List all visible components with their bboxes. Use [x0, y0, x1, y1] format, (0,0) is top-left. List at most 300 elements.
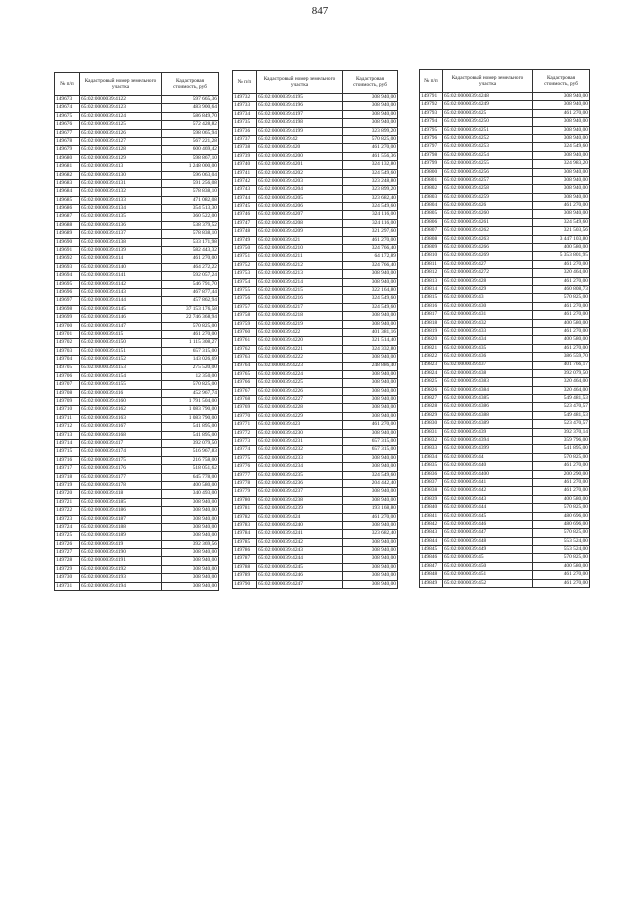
cadastral-value: 546 791,70	[162, 280, 219, 288]
cadastral-number: 65:02:0000039:423	[257, 421, 343, 429]
cadastral-number: 65:02:0000039:4195	[257, 94, 343, 102]
row-number: 149691	[55, 247, 80, 255]
cadastral-value: 598 065,94	[162, 129, 219, 137]
row-number: 149749	[233, 236, 257, 244]
cadastral-number: 65:02:0000039:428	[443, 277, 533, 285]
table-row	[55, 179, 219, 187]
table-row	[55, 465, 219, 473]
cadastral-value: 324 549,60	[343, 169, 398, 177]
cadastral-value: 570 825,00	[533, 453, 590, 461]
cadastral-value: 248 886,40	[343, 362, 398, 370]
table-row	[420, 512, 590, 520]
cadastral-value: 323 682,40	[343, 194, 398, 202]
cadastral-number: 65:02:0000039:4235	[257, 471, 343, 479]
row-number: 149798	[420, 151, 443, 159]
cadastral-value: 323 248,80	[343, 177, 398, 185]
row-number: 149807	[420, 227, 443, 235]
table-row	[55, 255, 219, 263]
table-row	[420, 109, 590, 117]
table-row	[55, 557, 219, 565]
row-number: 149825	[420, 378, 443, 386]
table-row	[420, 353, 590, 361]
table-row	[420, 520, 590, 528]
cadastral-number: 65:02:0000039:452	[443, 579, 533, 587]
cadastral-number: 65:02:0000039:4145	[80, 305, 162, 313]
table-row	[233, 253, 398, 261]
row-number: 149707	[55, 381, 80, 389]
table-row	[420, 336, 590, 344]
table-row	[55, 137, 219, 145]
row-number: 149783	[233, 521, 257, 529]
table-row	[233, 211, 398, 219]
table-row	[420, 504, 590, 512]
cadastral-value: 324 549,60	[343, 303, 398, 311]
table-row	[55, 473, 219, 481]
table-row	[420, 302, 590, 310]
table-row	[55, 263, 219, 271]
cadastral-number: 65:02:0000039:436	[443, 353, 533, 361]
cadastral-value: 460 808,73	[533, 285, 590, 293]
cadastral-number: 65:02:0000039:4144	[80, 297, 162, 305]
cadastral-number: 65:02:0000039:4210	[257, 245, 343, 253]
row-number: 149700	[55, 322, 80, 330]
cadastral-number: 65:02:0000039:4160	[80, 398, 162, 406]
cadastral-value: 570 825,00	[162, 322, 219, 330]
cadastral-value: 320 464,00	[533, 386, 590, 394]
cadastral-value: 308 940,00	[533, 93, 590, 101]
row-number: 149815	[420, 294, 443, 302]
row-number: 149846	[420, 554, 443, 562]
row-number: 149777	[233, 471, 257, 479]
cadastral-number: 65:02:0000039:4225	[257, 379, 343, 387]
table-row	[420, 143, 590, 151]
table-row	[55, 121, 219, 129]
row-number: 149674	[55, 104, 80, 112]
row-number: 149833	[420, 445, 443, 453]
row-number: 149818	[420, 319, 443, 327]
row-number: 149730	[55, 574, 80, 582]
cadastral-number: 65:02:0000039:4198	[257, 119, 343, 127]
table-row	[55, 112, 219, 120]
table-row	[233, 161, 398, 169]
table-row	[233, 295, 398, 303]
cadastral-number: 65:02:0000039:4203	[257, 177, 343, 185]
table-row	[420, 227, 590, 235]
cadastral-value: 200 290,00	[533, 470, 590, 478]
table-row	[55, 146, 219, 154]
cadastral-number: 65:02:0000039:414	[80, 255, 162, 263]
row-number: 149831	[420, 428, 443, 436]
cadastral-number: 65:02:0000039:4224	[257, 370, 343, 378]
table-row	[233, 572, 398, 580]
cadastral-number: 65:02:0000039:4133	[80, 196, 162, 204]
row-number: 149733	[233, 102, 257, 110]
row-number: 149810	[420, 252, 443, 260]
table-row	[55, 565, 219, 573]
cadastral-value: 392 079,50	[162, 440, 219, 448]
cadastral-number: 65:02:0000039:4221	[257, 345, 343, 353]
table-row	[420, 319, 590, 327]
cadastral-value: 308 940,00	[162, 565, 219, 573]
cadastral-value: 324 549,60	[533, 218, 590, 226]
cadastral-number: 65:02:0000039:438	[443, 369, 533, 377]
cadastral-number: 65:02:0000039:4202	[257, 169, 343, 177]
table-row	[233, 135, 398, 143]
cadastral-number: 65:02:0000039:4193	[80, 574, 162, 582]
cadastral-value: 308 940,00	[343, 354, 398, 362]
row-number: 149820	[420, 336, 443, 344]
cadastral-value: 461 270,00	[533, 109, 590, 117]
row-number: 149835	[420, 462, 443, 470]
row-number: 149784	[233, 530, 257, 538]
cadastral-value: 323 682,40	[343, 530, 398, 538]
cadastral-number: 65:02:0000039:4214	[257, 278, 343, 286]
cadastral-number: 65:02:0000039:4204	[257, 186, 343, 194]
cadastral-value: 400 580,00	[533, 495, 590, 503]
cadastral-number: 65:02:0000039:4130	[80, 171, 162, 179]
table-row	[233, 538, 398, 546]
table-row	[233, 454, 398, 462]
table-row	[420, 529, 590, 537]
cadastral-number: 65:02:0000039:4242	[257, 538, 343, 546]
table-row	[233, 362, 398, 370]
table-row	[55, 431, 219, 439]
row-number: 149844	[420, 537, 443, 545]
cadastral-value: 461 270,00	[162, 255, 219, 263]
table-row	[420, 160, 590, 168]
cadastral-value: 323 899,20	[343, 127, 398, 135]
row-number: 149811	[420, 260, 443, 268]
row-number: 149795	[420, 126, 443, 134]
cadastral-number: 65:02:0000039:4384	[443, 386, 533, 394]
cadastral-number: 65:02:0000039:4240	[257, 521, 343, 529]
cadastral-value: 598 867,10	[162, 154, 219, 162]
table-row	[420, 151, 590, 159]
cadastral-value: 657 315,00	[162, 347, 219, 355]
cadastral-number: 65:02:0000039:4249	[443, 101, 533, 109]
cadastral-number: 65:02:0000039:4139	[80, 247, 162, 255]
cadastral-number: 65:02:0000039:433	[443, 327, 533, 335]
cadastral-number: 65:02:0000039:4248	[443, 93, 533, 101]
cadastral-value: 645 778,00	[162, 473, 219, 481]
cadastral-value: 461 270,00	[343, 421, 398, 429]
cadastral-number: 65:02:0000039:44	[443, 453, 533, 461]
table-row	[420, 294, 590, 302]
cadastral-number: 65:02:0000039:4250	[443, 118, 533, 126]
table-row	[233, 110, 398, 118]
cadastral-number: 65:02:0000039:446	[443, 520, 533, 528]
cadastral-number: 65:02:0000039:4125	[80, 121, 162, 129]
cadastral-value: 570 825,00	[533, 504, 590, 512]
table-row	[55, 498, 219, 506]
table-row	[420, 361, 590, 369]
cadastral-value: 392 369,56	[162, 540, 219, 548]
row-number: 149849	[420, 579, 443, 587]
cadastral-value: 324 549,60	[533, 143, 590, 151]
row-number: 149797	[420, 143, 443, 151]
cadastral-value: 204 442,40	[343, 479, 398, 487]
row-number: 149764	[233, 362, 257, 370]
cadastral-value: 308 940,00	[343, 563, 398, 571]
cadastral-number: 65:02:0000039:417	[80, 440, 162, 448]
table-row	[420, 554, 590, 562]
cadastral-number: 65:02:0000039:437	[443, 361, 533, 369]
cadastral-value: 308 940,00	[162, 582, 219, 590]
cadastral-value: 516 967,83	[162, 448, 219, 456]
cadastral-value: 308 940,00	[162, 549, 219, 557]
table-row	[55, 372, 219, 380]
cadastral-number: 65:02:0000039:450	[443, 562, 533, 570]
cadastral-number: 65:02:0000039:43	[443, 294, 533, 302]
row-number: 149737	[233, 135, 257, 143]
table-row	[420, 101, 590, 109]
table-row	[55, 364, 219, 372]
cadastral-number: 65:02:0000039:4140	[80, 263, 162, 271]
row-number: 149767	[233, 387, 257, 395]
cadastral-value: 308 940,00	[343, 110, 398, 118]
row-number: 149793	[420, 109, 443, 117]
cadastral-value: 1 791 504,00	[162, 398, 219, 406]
table-row	[233, 177, 398, 185]
cadastral-value: 322 164,80	[343, 286, 398, 294]
cadastral-number: 65:02:0000039:4208	[257, 219, 343, 227]
cadastral-value: 400 580,00	[162, 481, 219, 489]
cadastral-number: 65:02:0000039:4177	[80, 473, 162, 481]
cadastral-number: 65:02:0000039:434	[443, 336, 533, 344]
row-number: 149688	[55, 221, 80, 229]
table-row	[55, 381, 219, 389]
cadastral-value: 37 153 176,58	[162, 305, 219, 313]
table-row	[233, 555, 398, 563]
cadastral-value: 324 132,80	[343, 161, 398, 169]
cadastral-number: 65:02:0000039:4399	[443, 445, 533, 453]
cadastral-value: 578 838,10	[162, 188, 219, 196]
cadastral-number: 65:02:0000039:4176	[80, 465, 162, 473]
row-number: 149838	[420, 487, 443, 495]
cadastral-value: 324 116,00	[343, 219, 398, 227]
row-number: 149780	[233, 496, 257, 504]
row-number: 149685	[55, 196, 80, 204]
cadastral-value: 308 940,00	[343, 412, 398, 420]
table-row	[420, 378, 590, 386]
row-number: 149772	[233, 429, 257, 437]
cadastral-value: 401 381,16	[343, 328, 398, 336]
cadastral-number: 65:02:0000039:4162	[80, 406, 162, 414]
row-number: 149739	[233, 152, 257, 160]
row-number: 149693	[55, 263, 80, 271]
table-row	[233, 144, 398, 152]
row-number: 149747	[233, 219, 257, 227]
cadastral-value: 401 766,17	[533, 361, 590, 369]
cadastral-value: 308 940,00	[162, 532, 219, 540]
table-row	[55, 288, 219, 296]
row-number: 149699	[55, 314, 80, 322]
table-header-row	[233, 71, 398, 94]
table-row	[420, 260, 590, 268]
cadastral-value: 1 115 308,27	[162, 339, 219, 347]
table-row	[233, 186, 398, 194]
cadastral-number: 65:02:0000039:4206	[257, 203, 343, 211]
row-number: 149714	[55, 440, 80, 448]
cadastral-number: 65:02:0000039:4233	[257, 454, 343, 462]
cadastral-value: 518 051,62	[162, 465, 219, 473]
page-number: 847	[311, 5, 329, 17]
cadastral-value: 461 270,00	[343, 236, 398, 244]
row-number: 149731	[55, 582, 80, 590]
cadastral-value: 538 379,52	[162, 221, 219, 229]
cadastral-value: 567 221,28	[162, 137, 219, 145]
cadastral-number: 65:02:0000039:442	[443, 487, 533, 495]
table-row	[233, 488, 398, 496]
cadastral-number: 65:02:0000039:4254	[443, 151, 533, 159]
table-row	[233, 412, 398, 420]
cadastral-value: 308 940,00	[343, 119, 398, 127]
cadastral-number: 65:02:0000039:4219	[257, 320, 343, 328]
table-row	[420, 118, 590, 126]
table-row	[420, 453, 590, 461]
cadastral-number: 65:02:0000039:4146	[80, 314, 162, 322]
cadastral-value: 308 940,00	[343, 580, 398, 588]
row-number: 149682	[55, 171, 80, 179]
cadastral-value: 308 940,00	[162, 523, 219, 531]
cadastral-value: 22 746 368,94	[162, 314, 219, 322]
cadastral-number: 65:02:0000039:45	[443, 554, 533, 562]
cadastral-value: 321 503,56	[533, 227, 590, 235]
cadastral-value: 483 900,64	[162, 104, 219, 112]
cadastral-value: 1 083 790,00	[162, 406, 219, 414]
row-number: 149686	[55, 205, 80, 213]
table-row	[233, 94, 398, 102]
cadastral-value: 308 940,00	[343, 320, 398, 328]
cadastral-value: 308 940,00	[343, 463, 398, 471]
table-row	[55, 523, 219, 531]
row-number: 149736	[233, 127, 257, 135]
row-number: 149821	[420, 344, 443, 352]
table-row	[55, 205, 219, 213]
table-row	[55, 129, 219, 137]
cadastral-value: 480 696,00	[533, 520, 590, 528]
cadastral-value: 216 758,00	[162, 456, 219, 464]
cadastral-value: 320 464,00	[533, 269, 590, 277]
row-number: 149676	[55, 121, 80, 129]
table-row	[420, 210, 590, 218]
cadastral-value: 578 838,10	[162, 230, 219, 238]
row-number: 149689	[55, 230, 80, 238]
cadastral-value: 308 940,00	[343, 270, 398, 278]
row-number: 149725	[55, 532, 80, 540]
cadastral-value: 308 940,00	[533, 185, 590, 193]
cadastral-value: 308 940,00	[343, 555, 398, 563]
table-row	[420, 428, 590, 436]
table-row	[233, 236, 398, 244]
cadastral-number: 65:02:0000039:4189	[80, 532, 162, 540]
cadastral-number: 65:02:0000039:4247	[257, 580, 343, 588]
table-row	[420, 395, 590, 403]
table-row	[55, 414, 219, 422]
row-number: 149703	[55, 347, 80, 355]
table-row	[55, 297, 219, 305]
cadastral-value: 582 443,32	[162, 247, 219, 255]
row-number: 149816	[420, 302, 443, 310]
table-row	[233, 513, 398, 521]
header-num: № п/п	[420, 70, 443, 93]
table-row	[55, 247, 219, 255]
row-number: 149829	[420, 411, 443, 419]
table-row	[233, 102, 398, 110]
table-row	[233, 438, 398, 446]
cadastral-value: 461 270,00	[533, 327, 590, 335]
cadastral-number: 65:02:0000039:4136	[80, 221, 162, 229]
cadastral-table-right	[419, 69, 590, 588]
cadastral-number: 65:02:0000039:4185	[80, 498, 162, 506]
cadastral-value: 461 270,00	[343, 144, 398, 152]
cadastral-number: 65:02:0000039:4251	[443, 126, 533, 134]
row-number: 149802	[420, 185, 443, 193]
cadastral-number: 65:02:0000039:431	[443, 311, 533, 319]
cadastral-number: 65:02:0000039:4245	[257, 563, 343, 571]
row-number: 149706	[55, 372, 80, 380]
table-row	[55, 314, 219, 322]
table-row	[55, 280, 219, 288]
table-row	[233, 303, 398, 311]
cadastral-number: 65:02:0000039:4229	[257, 412, 343, 420]
table-row	[55, 398, 219, 406]
row-number: 149758	[233, 312, 257, 320]
row-number: 149754	[233, 278, 257, 286]
table-row	[233, 286, 398, 294]
row-number: 149832	[420, 437, 443, 445]
row-number: 149756	[233, 295, 257, 303]
row-number: 149759	[233, 320, 257, 328]
cadastral-number: 65:02:0000039:4257	[443, 176, 533, 184]
table-row	[420, 420, 590, 428]
cadastral-number: 65:02:0000039:440	[443, 462, 533, 470]
table-row	[420, 546, 590, 554]
cadastral-number: 65:02:0000039:4244	[257, 555, 343, 563]
cadastral-number: 65:02:0000039:4237	[257, 488, 343, 496]
table-row	[233, 370, 398, 378]
cadastral-number: 65:02:0000039:4132	[80, 188, 162, 196]
table-row	[55, 481, 219, 489]
row-number: 149765	[233, 370, 257, 378]
table-row	[420, 462, 590, 470]
table-row	[420, 344, 590, 352]
row-number: 149760	[233, 328, 257, 336]
row-number: 149826	[420, 386, 443, 394]
table-row	[55, 322, 219, 330]
row-number: 149753	[233, 270, 257, 278]
cadastral-number: 65:02:0000039:4230	[257, 429, 343, 437]
cadastral-number: 65:02:0000039:4175	[80, 456, 162, 464]
cadastral-number: 65:02:0000039:4134	[80, 205, 162, 213]
table-row	[55, 356, 219, 364]
cadastral-number: 65:02:0000039:422	[257, 328, 343, 336]
header-cadastral-number: Кадастровый номер земельного участка	[257, 71, 343, 94]
row-number: 149775	[233, 454, 257, 462]
row-number: 149789	[233, 572, 257, 580]
table-row	[233, 463, 398, 471]
table-row	[233, 521, 398, 529]
row-number: 149751	[233, 253, 257, 261]
table-row	[55, 423, 219, 431]
row-number: 149738	[233, 144, 257, 152]
row-number: 149768	[233, 396, 257, 404]
table-row	[55, 406, 219, 414]
table-row	[420, 327, 590, 335]
row-number: 149763	[233, 354, 257, 362]
cadastral-value: 570 825,00	[343, 135, 398, 143]
row-number: 149770	[233, 412, 257, 420]
